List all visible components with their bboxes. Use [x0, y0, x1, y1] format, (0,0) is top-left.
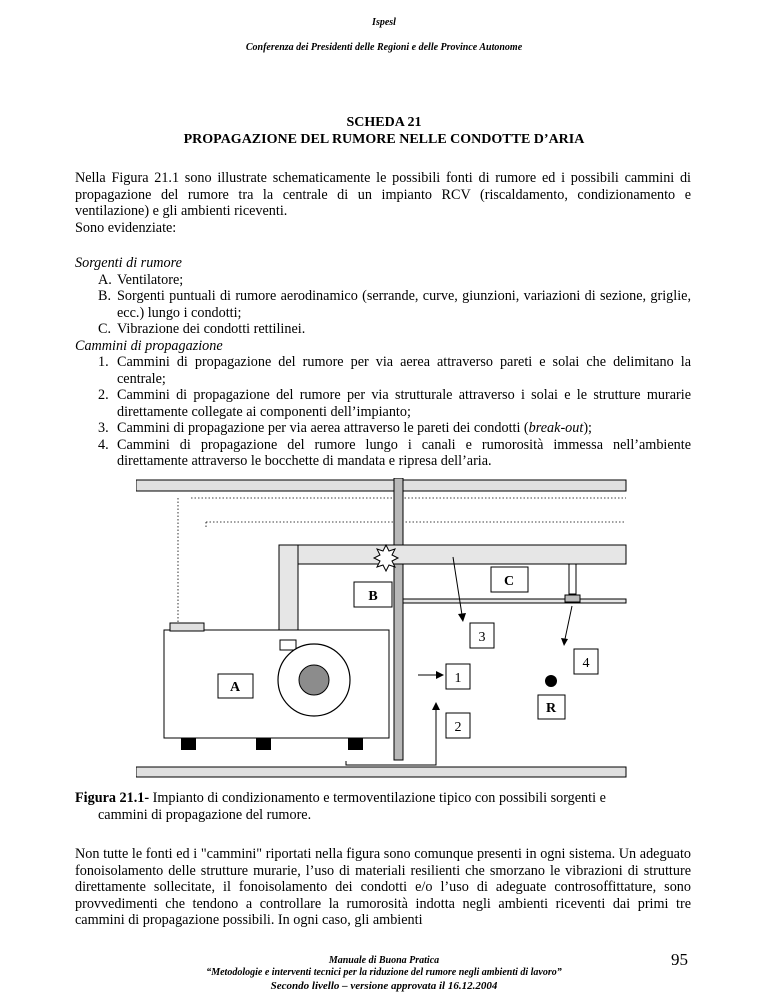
- list-item: [75, 288, 691, 321]
- sources-list: [75, 255, 691, 470]
- fan-rotor: [299, 665, 329, 695]
- intro-text: Nella Figura 21.1 sono illustrate schematicamente le possibili fonti di rumore ed i possibili cammini di propagazione del rumore tra la centrale di un impianto RCV (riscaldamento, condizionamento e ventilazione) e gli ambienti riceventi.: [75, 170, 691, 219]
- footer-manual: Manuale di Buona Pratica: [328, 955, 440, 966]
- page-title: [0, 114, 768, 148]
- list-marker: A.: [98, 271, 112, 288]
- label-b: B: [368, 589, 378, 604]
- list-marker: 4.: [98, 436, 109, 453]
- title-line-2: PROPAGAZIONE DEL RUMORE NELLE CONDOTTE D’ARIA: [183, 132, 585, 147]
- caption-line-2: cammini di propagazione del rumore.: [98, 806, 312, 823]
- list-item: [75, 437, 691, 470]
- header-conference: Conferenza dei Presidenti delle Regioni e delle Province Autonome: [245, 42, 523, 53]
- list-marker: 2.: [98, 387, 109, 403]
- label-r: R: [545, 701, 557, 716]
- list-text: Cammini di propagazione per via aerea attraverso le pareti dei condotti (break-out);: [117, 420, 592, 436]
- branch-duct: [403, 599, 626, 603]
- fan-outlet: [280, 640, 296, 650]
- receiver-point: [545, 675, 557, 687]
- intro-paragraph: [75, 170, 691, 236]
- list-marker: 1.: [98, 354, 109, 370]
- list-item: [75, 321, 691, 338]
- arrow-head: [458, 613, 466, 622]
- header-org: Ispesl: [372, 17, 396, 28]
- list-marker: 3.: [98, 420, 109, 436]
- italic-term: break-out: [528, 420, 584, 436]
- list-item: [75, 420, 691, 437]
- noise-burst-icon: [374, 545, 398, 571]
- list-text: Sorgenti puntuali di rumore aerodinamico (serrande, curve, giunzioni, variazioni di sezione, griglie, ecc.) lungo i condotti;: [117, 288, 691, 321]
- floor-slab: [136, 767, 626, 777]
- list-item: [75, 354, 691, 387]
- hvac-diagram: [136, 478, 632, 778]
- duct-joint: [280, 546, 298, 564]
- footer-version: Secondo livello – versione approvata il 16.12.2004: [270, 980, 498, 992]
- caption-line-1: Impianto di condizionamento e termoventilazione tipico con possibili sorgenti e: [149, 790, 606, 806]
- footer-subtitle: “Metodologie e interventi tecnici per la riduzione del rumore negli ambienti di lavoro”: [206, 967, 562, 978]
- anti-vibration-mount: [348, 738, 363, 750]
- partition-wall: [394, 478, 403, 760]
- list-text: Cammini di propagazione del rumore per via strutturale attraverso i solai e le strutture murarie direttamente collegate ai componenti dell’impianto;: [117, 387, 691, 420]
- label-c: C: [503, 574, 515, 589]
- caption-label: Figura 21.1-: [75, 790, 150, 806]
- page-number: 95: [671, 950, 688, 969]
- path-arrow-4: [565, 606, 572, 639]
- title-line-1: SCHEDA 21: [346, 115, 422, 130]
- sources-heading: Sorgenti di rumore: [75, 255, 182, 271]
- duct-hanger: [569, 564, 576, 594]
- label-a: A: [229, 680, 241, 695]
- hvac-figure: [136, 478, 632, 783]
- fan-unit: [164, 630, 389, 738]
- figure-caption: [75, 790, 691, 823]
- arrow-head: [436, 671, 444, 679]
- arrow-head: [561, 638, 568, 646]
- label-2: 2: [454, 720, 462, 735]
- anti-vibration-mount: [256, 738, 271, 750]
- dotted-line: [178, 498, 180, 623]
- path-arrow-3: [453, 557, 462, 615]
- closing-paragraph: Non tutte le fonti ed i "cammini" riportati nella figura sono comunque presenti in ogni sistema. Un adeguato fonoisolamento delle strutture murarie, l’uso di materiali resilienti che smorzano le vibrazioni di strutture direttamente sollecitate, il fonoisolamento dei condotti e/o l’uso di adeguate controsoffittature, sono provvedimenti che tendono a controllare la rumorosità indotta negli ambienti riceventi dai primi tre cammini di propagazione possibili. In ogni caso, gli ambienti: [75, 846, 691, 928]
- unit-grille: [170, 623, 204, 631]
- paths-heading: Cammini di propagazione: [75, 337, 223, 354]
- list-text: Vibrazione dei condotti rettilinei.: [117, 321, 306, 337]
- list-marker: B.: [98, 288, 112, 304]
- intro-sono: Sono evidenziate:: [75, 219, 177, 236]
- air-diffuser: [565, 595, 580, 602]
- list-text: Cammini di propagazione del rumore lungo i canali e rumorosità immessa nell’ambiente direttamente attraverso le bocchette di mandata e ripresa dell’aria.: [117, 436, 691, 469]
- label-1: 1: [454, 671, 462, 686]
- label-3: 3: [478, 630, 486, 645]
- arrow-head: [432, 702, 440, 710]
- list-marker: C.: [98, 321, 112, 337]
- list-text: Ventilatore;: [117, 271, 184, 288]
- list-item: [75, 272, 691, 289]
- ceiling-slab: [136, 480, 626, 491]
- main-duct: [279, 545, 626, 564]
- list-item: [75, 387, 691, 420]
- anti-vibration-mount: [181, 738, 196, 750]
- label-4: 4: [582, 656, 590, 671]
- list-text: Cammini di propagazione del rumore per via aerea attraverso pareti e solai che delimitano la centrale;: [117, 354, 691, 387]
